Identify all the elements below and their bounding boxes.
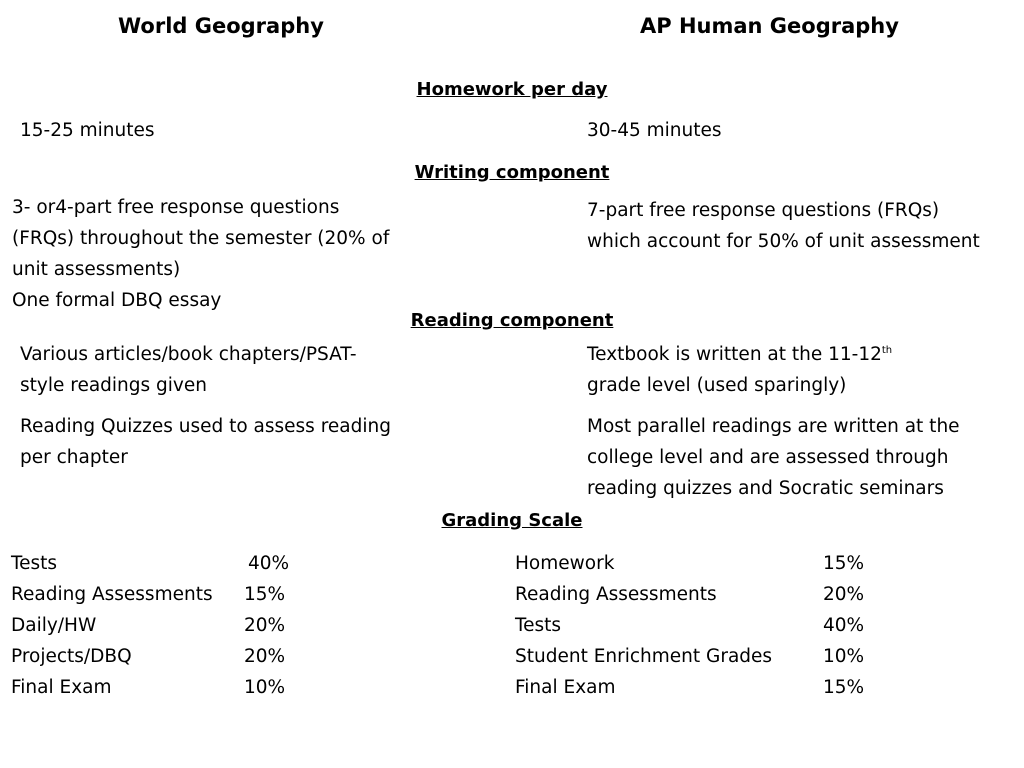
reading-heading: Reading component xyxy=(410,310,614,331)
textbook-text: Textbook is written at the 11-12 xyxy=(587,344,882,365)
writing-left xyxy=(12,192,389,316)
grading-left-pcts xyxy=(244,548,289,703)
reading-left-line: style readings given xyxy=(20,375,207,396)
writing-left-line: One formal DBQ essay xyxy=(12,290,222,311)
grading-heading: Grading Scale xyxy=(441,510,583,531)
homework-left: 15-25 minutes xyxy=(20,120,155,141)
textbook-superscript: th xyxy=(881,344,893,356)
grade-pct: 20% xyxy=(823,584,865,605)
grade-pct: 20% xyxy=(244,615,286,636)
writing-right-line: 7-part free response questions (FRQs) xyxy=(587,200,940,221)
grade-pct: 10% xyxy=(244,677,286,698)
grade-label: Homework xyxy=(515,553,615,574)
grade-label: Reading Assessments xyxy=(11,584,213,605)
homework-heading: Homework per day xyxy=(416,79,608,100)
grade-label: Reading Assessments xyxy=(515,584,717,605)
grading-right-labels xyxy=(515,548,772,703)
grade-label: Student Enrichment Grades xyxy=(515,646,773,667)
reading-right-line: grade level (used sparingly) xyxy=(587,375,847,396)
grade-label: Projects/DBQ xyxy=(11,646,132,667)
grade-pct: 15% xyxy=(823,553,865,574)
grade-label: Tests xyxy=(11,553,58,574)
grade-label: Tests xyxy=(515,615,562,636)
ap-human-geography-title: AP Human Geography xyxy=(640,14,899,38)
grading-left-labels xyxy=(11,548,213,703)
reading-right-line: reading quizzes and Socratic seminars xyxy=(587,478,944,499)
writing-left-line: (FRQs) throughout the semester (20% of xyxy=(12,228,390,249)
grade-pct: 20% xyxy=(244,646,286,667)
reading-right-line: college level and are assessed through xyxy=(587,447,949,468)
grading-right-pcts xyxy=(823,548,864,703)
reading-left-line: Various articles/book chapters/PSAT- xyxy=(20,344,357,365)
grade-pct: 40% xyxy=(248,553,290,574)
grade-label: Final Exam xyxy=(515,677,616,698)
grade-label: Daily/HW xyxy=(11,615,97,636)
reading-left-line: Reading Quizzes used to assess reading xyxy=(20,416,391,437)
grade-label: Final Exam xyxy=(11,677,112,698)
reading-right-block2 xyxy=(587,411,960,504)
writing-left-line: unit assessments) xyxy=(12,259,181,280)
reading-right-line: Most parallel readings are written at the xyxy=(587,416,960,437)
reading-left-line: per chapter xyxy=(20,447,128,468)
world-geography-title: World Geography xyxy=(118,14,324,38)
grade-pct: 15% xyxy=(244,584,286,605)
grade-pct: 40% xyxy=(823,615,865,636)
reading-right-line xyxy=(587,339,892,370)
reading-right-block1 xyxy=(587,339,892,401)
grade-pct: 10% xyxy=(823,646,865,667)
reading-left-block1 xyxy=(20,339,357,401)
writing-right xyxy=(587,195,980,257)
homework-right: 30-45 minutes xyxy=(587,120,722,141)
writing-right-line: which account for 50% of unit assessment xyxy=(587,231,980,252)
reading-left-block2 xyxy=(20,411,391,473)
writing-heading: Writing component xyxy=(414,162,610,183)
grade-pct: 15% xyxy=(823,677,865,698)
writing-left-line: 3- or4-part free response questions xyxy=(12,197,340,218)
